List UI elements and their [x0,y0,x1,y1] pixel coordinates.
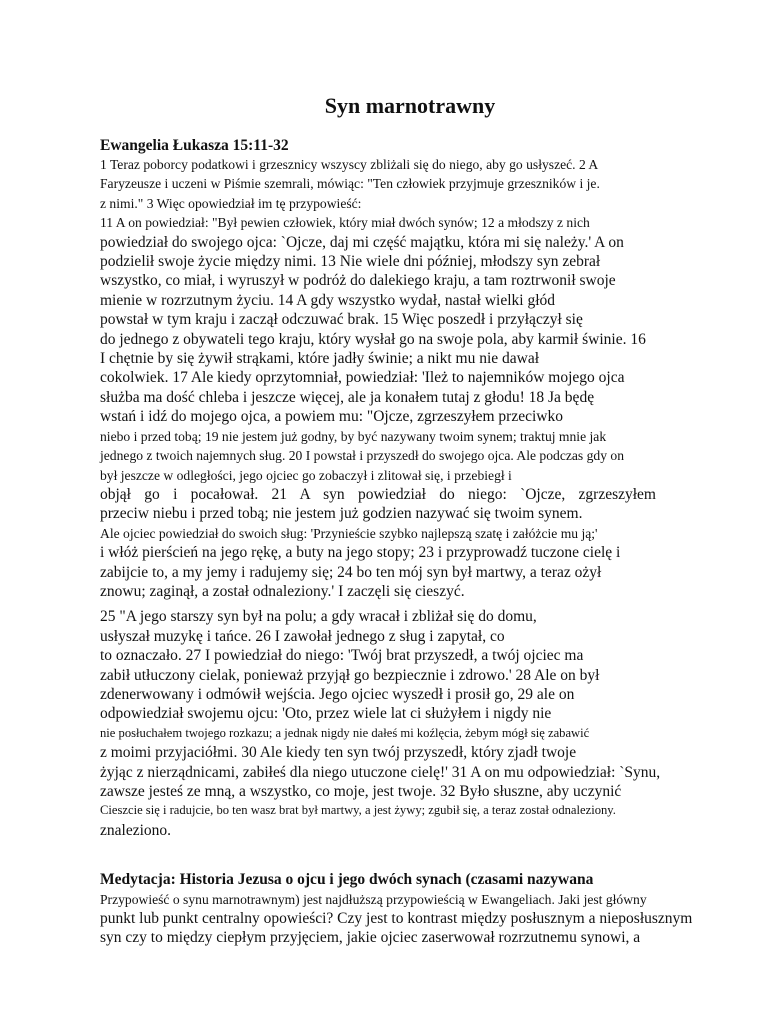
text-line: Faryzeusze i uczeni w Piśmie szemrali, mówiąc: "Ten człowiek przyjmuje grzeszników i je. [100,176,600,192]
text-line: Cieszcie się i radujcie, bo ten wasz brat był martwy, a jest żywy; zgubił się, a teraz został odnaleziony. [100,803,616,818]
text-line: zabił utłuczony cielak, ponieważ przyjął go bezpiecznie i zdrowo.' 28 Ale on był [100,666,600,684]
text-line: nie posłuchałem twojego rozkazu; a jednak nigdy nie dałeś mi koźlęcia, żebym mógł się zabawić [100,725,590,740]
text-line: i włóż pierścień na jego rękę, a buty na jego stopy; 23 i przyprowadź tuczone cielę i [100,544,621,562]
text-line: wstań i idź do mojego ojca, a powiem mu: "Ojcze, zgrzeszyłem przeciwko [100,408,563,426]
text-line: zawsze jesteś ze mną, a wszystko, co moje, jest twoje. 32 Było słuszne, aby uczynić [100,783,622,800]
text-line: wszystko, co miał, i wyruszył w podróż do dalekiego kraju, a tam roztrwonił swoje [100,272,616,290]
text-line: służba ma dość chleba i jeszcze więcej, ale ja konałem tutaj z głodu! 18 Ja będę [100,388,595,406]
text-line: przeciw niebu i przed tobą; nie jestem już godzien nazywać się twoim synem. [100,505,583,523]
text-line: odpowiedział swojemu ojcu: 'Oto, przez wiele lat ci służyłem i nigdy nie [100,705,552,723]
text-line: był jeszcze w odległości, jego ojciec go zobaczył i zlitował się, i przebiegł i [100,467,512,483]
text-line: Przypowieść o synu marnotrawnym) jest najdłuższą przypowieścią w Ewangeliach. Jaki jest główny [100,891,647,907]
gospel-heading: Ewangelia Łukasza 15:11-32 [100,137,289,154]
text-line: objął go i pocałował. 21 A syn powiedział do niego: `Ojcze, zgrzeszyłem [100,485,656,503]
text-line: powiedział do swojego ojca: `Ojcze, daj mi część majątku, która mi się należy.' A on [100,233,624,251]
text-line: 11 A on powiedział: "Był pewien człowiek, który miał dwóch synów; 12 a młodszy z nich [100,215,590,231]
text-line: żyjąc z nierządnicami, zabiłeś dla niego utuczone cielę!' 31 A on mu odpowiedział: `Synu, [100,763,661,781]
text-line: I chętnie by się żywił strąkami, które jadły świnie; a nikt mu nie dawał [100,350,540,368]
scripture-paragraph-2 [100,607,720,840]
text-line: z moimi przyjaciółmi. 30 Ale kiedy ten syn twój przyszedł, który zjadł twoje [100,744,577,762]
text-line: powstał w tym kraju i zaczął odczuwać brak. 15 Więc poszedł i przyłączył się [100,311,583,329]
text-line: mienie w rozrzutnym życiu. 14 A gdy wszystko wydał, nastał wielki głód [100,291,556,309]
meditation-heading: Medytacja: Historia Jezusa o ojcu i jego dwóch synach (czasami nazywana [100,871,594,889]
scripture-paragraph-1 [100,155,720,601]
text-line: 1 Teraz poborcy podatkowi i grzesznicy wszyscy zbliżali się do niego, aby go usłyszeć. 2 A [100,157,599,172]
text-line: cokolwiek. 17 Ale kiedy oprzytomniał, powiedział: 'Ileż to najemników mojego ojca [100,369,625,387]
text-line: znaleziono. [100,821,172,839]
page-title: Syn marnotrawny [324,93,496,118]
text-line: podzielił swoje życie między nimi. 13 Nie wiele dni później, młodszy syn zebrał [100,253,601,271]
text-line: z nimi." 3 Więc opowiedział im tę przypowieść: [100,195,362,211]
text-line: to oznaczało. 27 I powiedział do niego: 'Twój brat przyszedł, a twój ojciec ma [100,647,584,665]
text-line: 25 "A jego starszy syn był na polu; a gdy wracał i zbliżał się do domu, [100,608,537,626]
section-spacer [100,840,720,870]
text-line: niebo i przed tobą; 19 nie jestem już godny, by być nazywany twoim synem; traktuj mnie jak [100,428,607,444]
text-line: Ale ojciec powiedział do swoich sług: 'Przynieście szybko najlepszą szatę i załóżcie mu ją;' [100,525,598,541]
meditation-paragraph [100,890,720,948]
text-line: zdenerwowany i odmówił wejścia. Jego ojciec wyszedł i prosił go, 29 ale on [100,685,575,703]
text-line: punkt lub punkt centralny opowieści? Czy jest to kontrast między posłusznym a nieposłusznym [100,910,693,928]
text-line: zabijcie to, a my jemy i radujemy się; 24 bo ten mój syn był martwy, a teraz ożył [100,563,602,581]
text-line: do jednego z obywateli tego kraju, który wysłał go na swoje pola, aby karmił świnie. 16 [100,330,646,348]
text-line: jednego z twoich najemnych sług. 20 I powstał i przyszedł do swojego ojca. Ale podczas gdy on [100,448,624,464]
text-line: znowu; zaginął, a został odnaleziony.' I zaczęli się cieszyć. [100,582,465,600]
text-line: syn czy to między ciepłym przyjęciem, jakie ojciec zaserwował rozrzutnemu synowi, a [100,929,641,947]
text-line: usłyszał muzykę i tańce. 26 I zawołał jednego z sług i zapytał, co [100,627,505,645]
document-page [100,92,720,948]
